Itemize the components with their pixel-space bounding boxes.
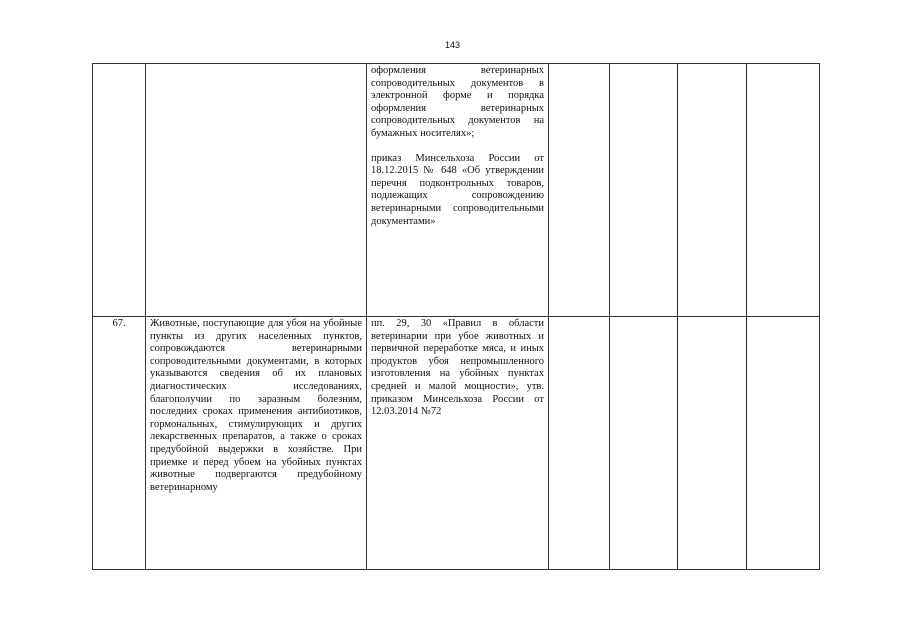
empty-cell: [747, 317, 820, 570]
reference-paragraph: пп. 29, 30 «Правил в области ветеринарии при убое животных и первичной переработке мяса, и иных продуктов убоя непромышленного изготовления на убойных пунктах средней и малой мощности», утв. приказом Минсельхоза России от 12.03.2014 №72: [371, 318, 544, 418]
reference-paragraph: оформления ветеринарных сопроводительных документов в электронной форме и порядка оформления ветеринарных сопроводительных документов на бумажных носителях»;: [371, 65, 544, 139]
empty-cell: [610, 317, 678, 570]
legal-reference-cell: [367, 64, 549, 317]
table-row: [93, 317, 820, 570]
requirements-table: [92, 63, 820, 570]
row-number-cell: [93, 64, 146, 317]
reference-paragraph: приказ Минсельхоза России от 18.12.2015 № 648 «Об утверждении перечня подконтрольных товаров, подлежащих сопровождению ветеринарными сопроводительными документами»: [371, 152, 544, 227]
requirement-cell: [146, 64, 367, 317]
empty-cell: [747, 64, 820, 317]
page-number: 143: [444, 40, 461, 50]
empty-cell: [549, 317, 610, 570]
requirement-cell: Животные, поступающие для убоя на убойные пункты из других населенных пунктов, сопровождаются ветеринарными сопроводительными документами, в которых указываются сведения об их плановых диагностических исследованиях, благополучии по заразным болезням, последних сроках применения антибиотиков, гормональных, стимулирующих и других лекарственных препаратов, а также о сроках предубойной выдержки в хозяйстве. При приемке и перед убоем на убойных пунктах животные подвергаются предубойному ветеринарному: [146, 317, 367, 570]
legal-reference-cell: [367, 317, 549, 570]
table-row: [93, 64, 820, 317]
empty-cell: [549, 64, 610, 317]
paragraph-gap: [371, 141, 544, 153]
empty-cell: [610, 64, 678, 317]
empty-cell: [678, 317, 747, 570]
empty-cell: [678, 64, 747, 317]
row-number-cell: 67.: [93, 317, 146, 570]
